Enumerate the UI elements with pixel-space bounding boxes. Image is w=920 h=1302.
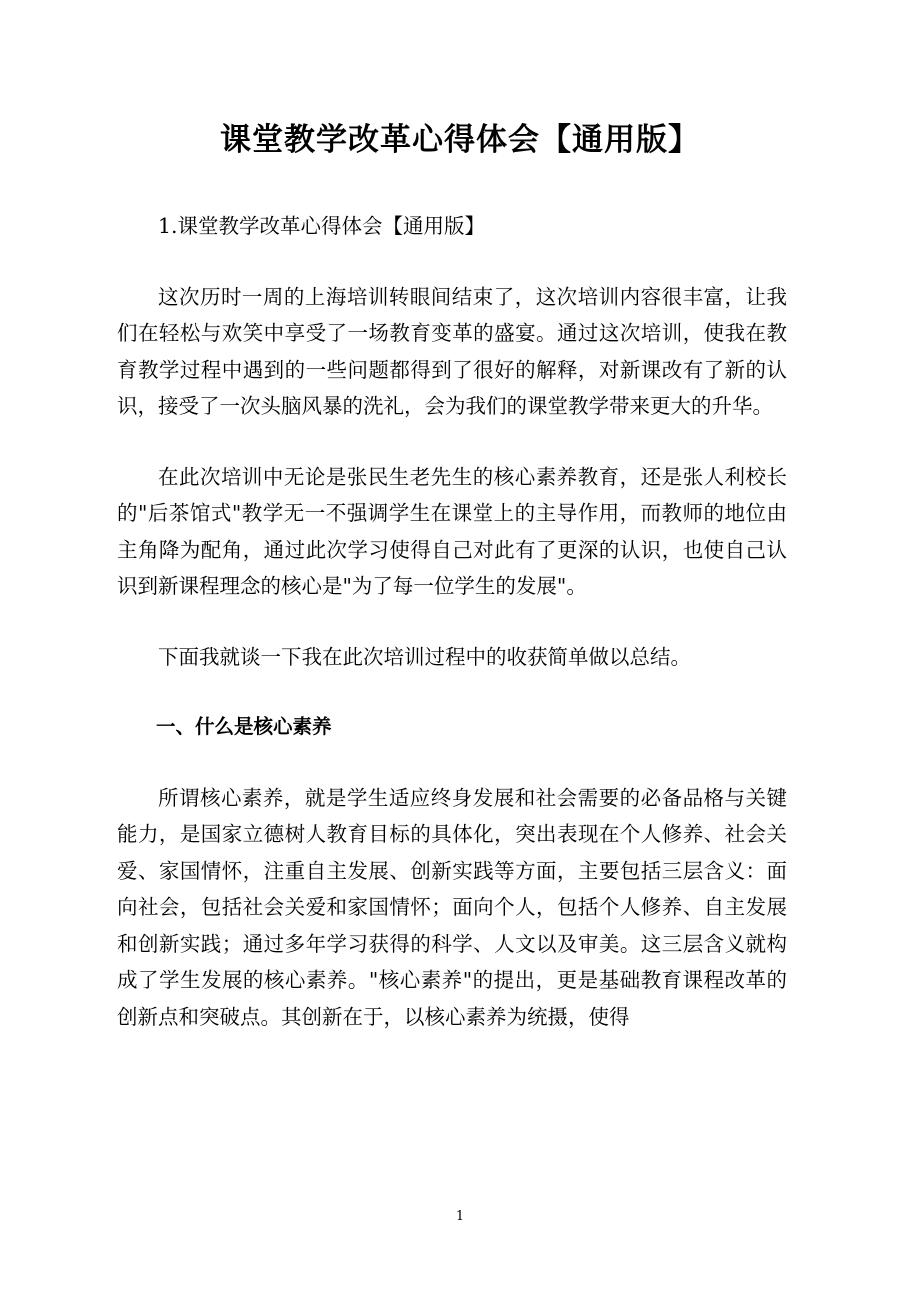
paragraph-3: 下面我就谈一下我在此次培训过程中的收获简单做以总结。 <box>158 644 691 669</box>
section-heading: 1.课堂教学改革心得体会【通用版】 <box>158 214 486 238</box>
paragraph-4: 所谓核心素养，就是学生适应终身发展和社会需要的必备品格与关键能力，是国家立德树人教育目标的具体化，突出表现在个人修养、社会关爱、家国情怀，注重自主发展、创新实践等方面，主要包括三层含义：面向社会，包括社会关爱和家国情怀；面向个人，包括个人修养、自主发展和创新实践；通过多年学习获得的科学、人文以及审美。这三层含义就构成了学生发展的核心素养。"核心素养"的提出，更是基础教育课程改革的创新点和突破点。其创新在于，以核心素养为统摄，使得 <box>117 785 787 1029</box>
paragraph-1: 这次历时一周的上海培训转眼间结束了，这次培训内容很丰富，让我们在轻松与欢笑中享受了一场教育变革的盛宴。通过这次培训，使我在教育教学过程中遇到的一些问题都得到了很好的解释，对新课改有了新的认识，接受了一次头脑风暴的洗礼，会为我们的课堂教学带来更大的升华。 <box>117 284 787 418</box>
paragraph-2: 在此次培训中无论是张民生老先生的核心素养教育，还是张人利校长的"后茶馆式"教学无一不强调学生在课堂上的主导作用，而教师的地位由主角降为配角，通过此次学习使得自己对此有了更深的认识，也使自己认识到新课程理念的核心是"为了每一位学生的发展"。 <box>117 464 787 598</box>
document-title: 课堂教学改革心得体会【通用版】 <box>220 122 700 158</box>
subheading-core-literacy: 一、什么是核心素养 <box>156 715 332 738</box>
document-body <box>117 208 787 1035</box>
page-number: 1 <box>455 1209 465 1224</box>
